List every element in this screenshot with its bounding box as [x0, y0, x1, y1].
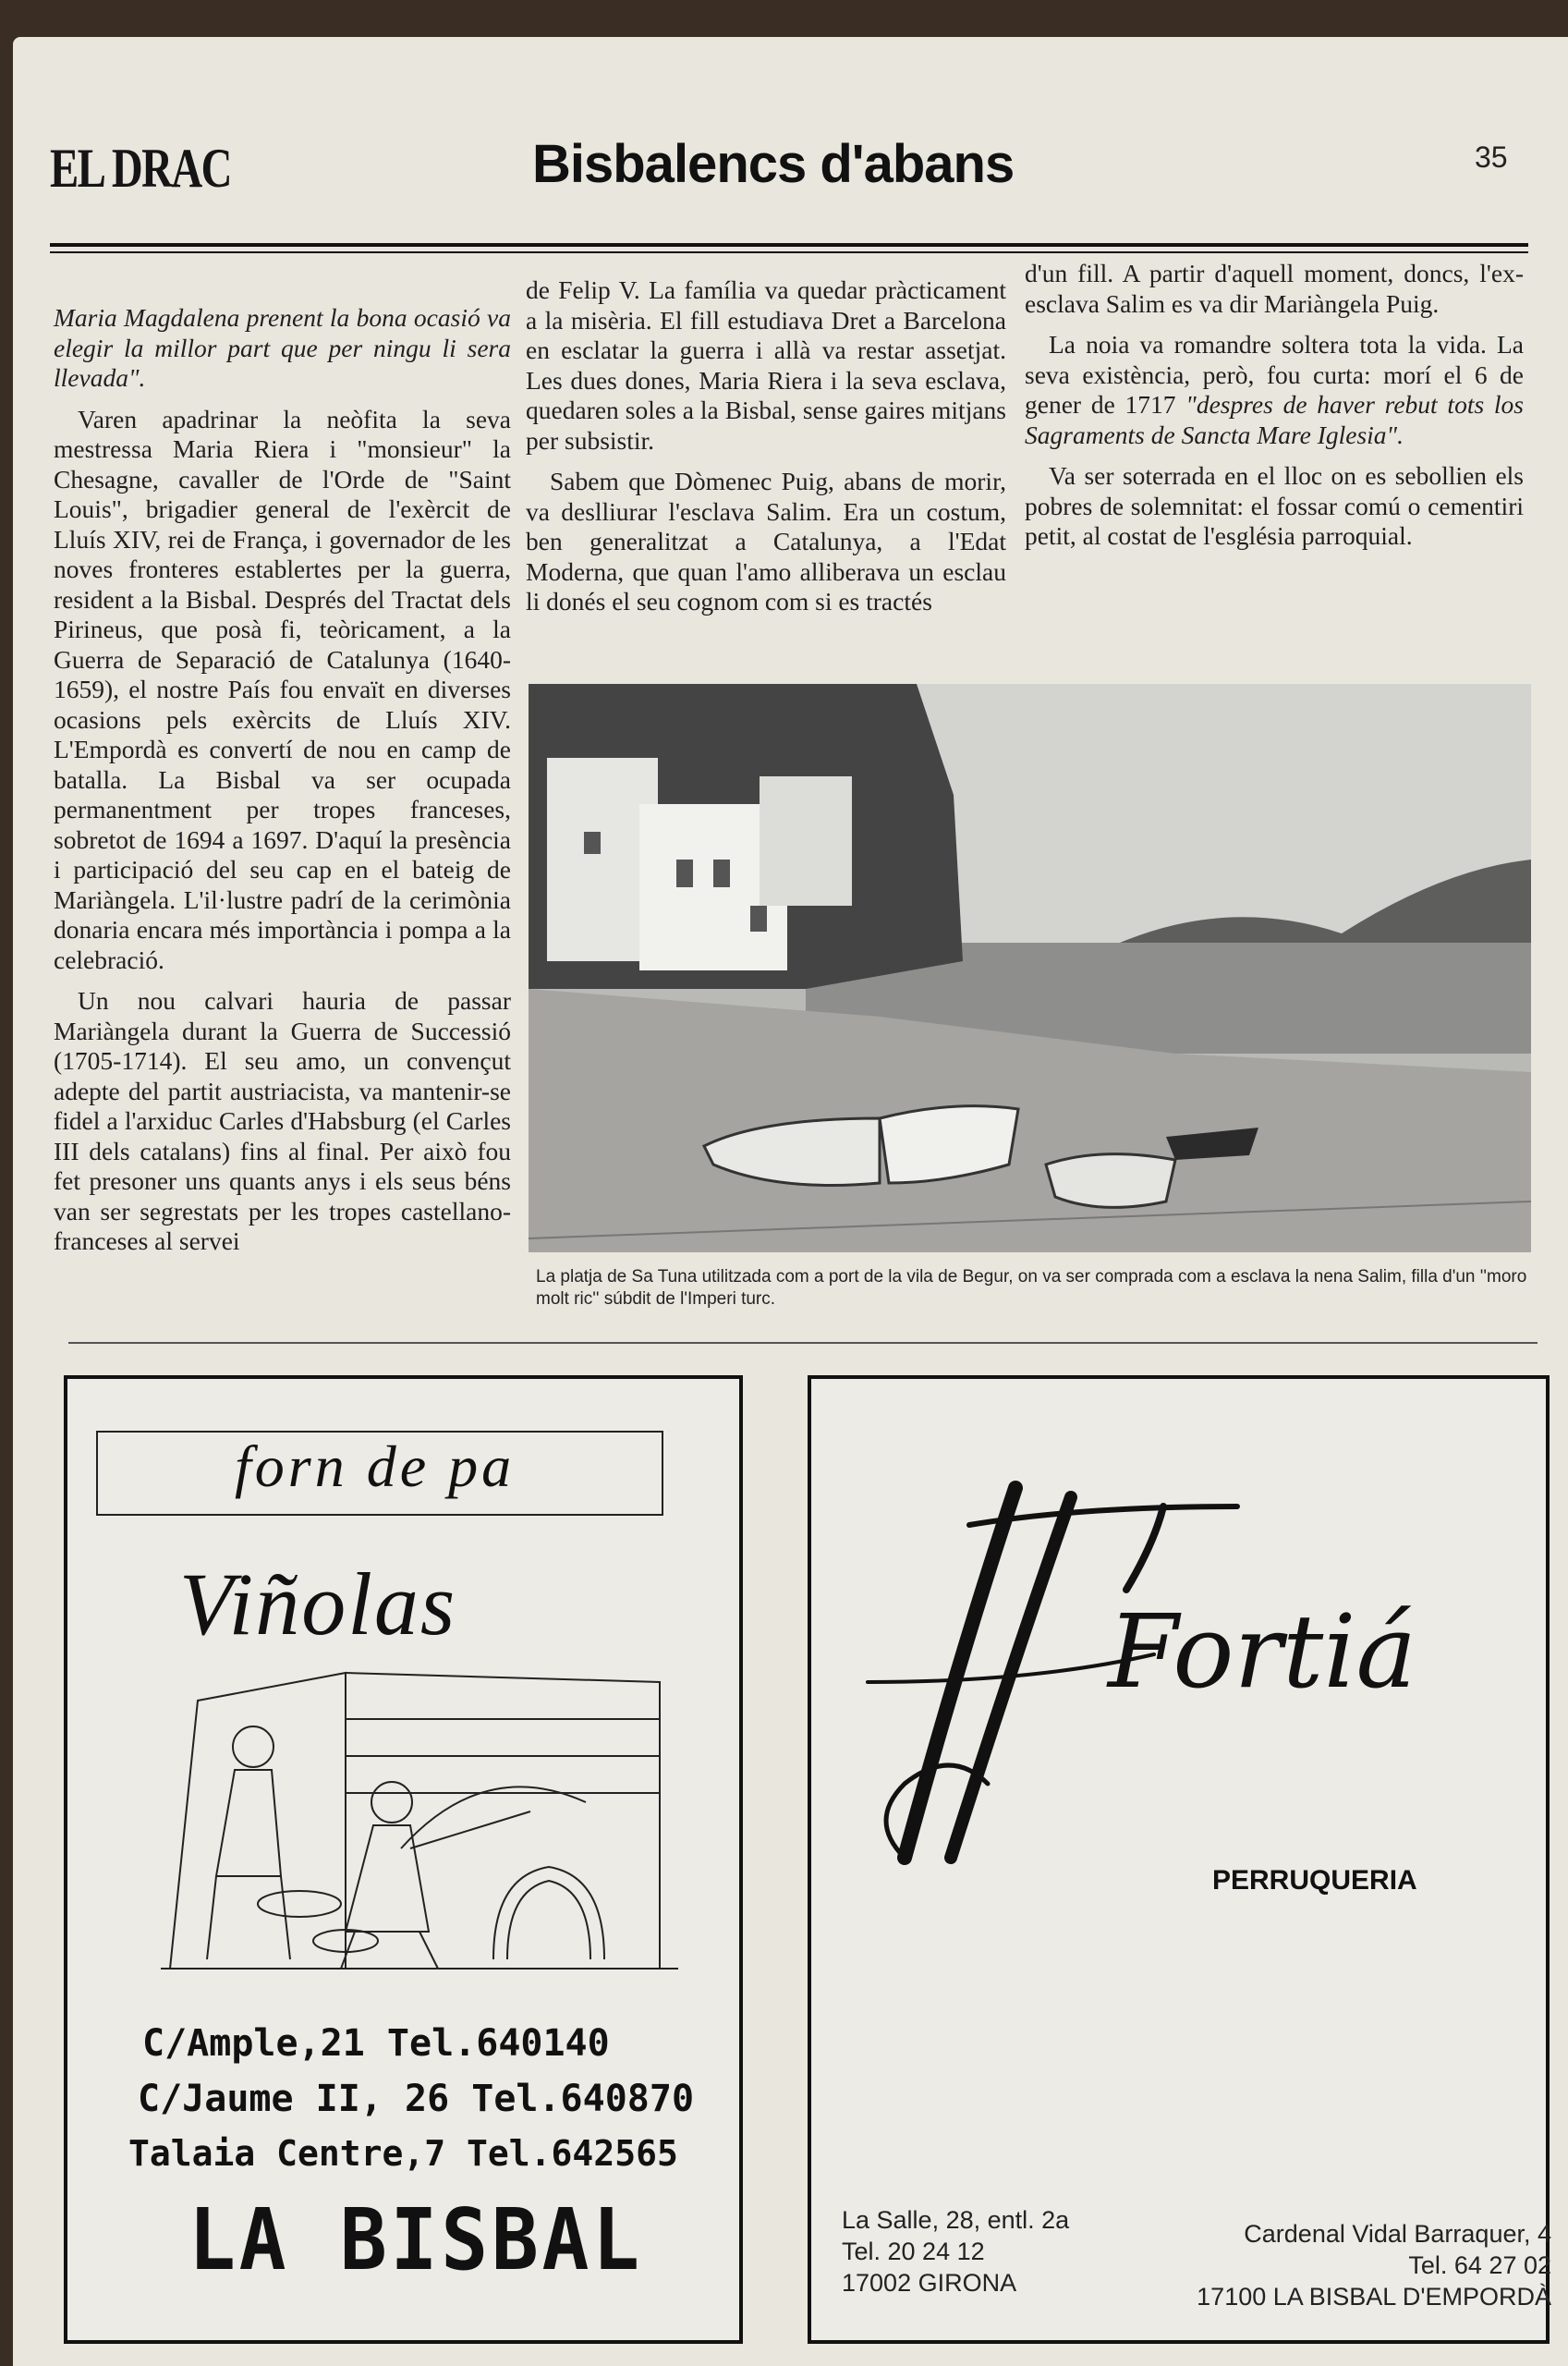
bakery-town: LA BISBAL [188, 2190, 643, 2289]
postal-line: 17100 LA BISBAL D'EMPORDÀ [1197, 2283, 1551, 2311]
paragraph-text: La noia va romandre soltera tota la vida. La seva existència, però, fou curta: morí el 6 de gener de 1717 [1025, 330, 1524, 419]
bakery-name: Viñolas [179, 1555, 457, 1653]
section-divider [68, 1342, 1538, 1344]
article-column-2 [526, 275, 1006, 628]
paragraph: de Felip V. La família va quedar pràcticament a la misèria. El fill estudiava Dret a Barcelona en esclatar la guerra i allà va restar assetjat. Les dues dones, Maria Riera i la seva esclava, quedaren soles a la Bisbal, sense gaires mitjans per subsistir. [526, 275, 1006, 455]
address-line: La Salle, 28, entl. 2a [842, 2206, 1070, 2234]
paragraph: Maria Magdalena prenent la bona ocasió va elegir la millor part que per ningu li sera llevada". [54, 303, 511, 392]
paragraph: Un nou calvari hauria de passar Mariàngela durant la Guerra de Successió (1705-1714). El seu amo, un convençut adepte del partit austriacista, va mantenir-se fidel a l'arxiduc Carles d'Habsburg (el Carles III dels catalans) fins al final. Per això fou fet presoner uns quants anys i els seus béns van ser segrestats per les tropes castellano-franceses al servei [54, 986, 511, 1255]
hairdresser-girona-address [842, 2204, 1069, 2299]
bakery-illustration-drawing [161, 1664, 678, 1978]
hairdresser-bisbal-address [1140, 2218, 1551, 2312]
phone-line: Tel. 20 24 12 [842, 2238, 985, 2265]
bakery-banner-text: forn de pa [235, 1433, 516, 1499]
address-line: Cardenal Vidal Barraquer, 4 [1244, 2220, 1551, 2248]
hairdresser-logo-text: Fortiá [1108, 1592, 1417, 1711]
page-number: 35 [1475, 140, 1508, 174]
paragraph: d'un fill. A partir d'aquell moment, doncs, l'ex-esclava Salim es va dir Mariàngela Puig. [1025, 259, 1524, 318]
hairdresser-subtitle: PERRUQUERIA [1212, 1865, 1417, 1896]
quote-text: "despres de haver rebut tots los Sagraments de Sancta Mare Iglesia". [1025, 390, 1524, 449]
header-rule [50, 243, 1528, 247]
paragraph: Varen apadrinar la neòfita la seva mestressa Maria Riera i "monsieur" la Chesagne, cavaller de l'Orde de "Saint Louis", brigadier general de l'exèrcit de Lluís XIV, rei de França, i governador de les noves fronteres establertes per la guerra, resident a la Bisbal. Després del Tractat dels Pirineus, que posà fi, teòricament, a la Guerra de Separació de Catalunya (1640-1659), el nostre País fou envaït en diverses ocasions pels exèrcits de Lluís XIV. L'Empordà es convertí de nou en camp de batalla. La Bisbal va ser ocupada permanentment per tropes franceses, sobretot de 1694 a 1697. D'aquí la presència i participació del seu cap en el bateig de Mariàngela. L'il·lustre padrí de la cerimònia donaria encara més importància i pompa a la celebració. [54, 404, 511, 974]
bakery-address-2: C/Jaume II, 26 Tel.640870 [138, 2078, 695, 2120]
article-column-3 [1025, 259, 1524, 563]
section-title: Bisbalencs d'abans [532, 134, 1015, 194]
article-column-1 [54, 303, 511, 1268]
beach-photo-drawing [529, 684, 1531, 1252]
bakery-illustration [161, 1664, 678, 1978]
bakery-address-1: C/Ample,21 Tel.640140 [142, 2022, 610, 2065]
paragraph [1025, 330, 1524, 450]
paragraph: Sabem que Dòmenec Puig, abans de morir, va deslliurar l'esclava Salim. Era un costum, ben generalitzat a Catalunya, a l'Edat Moderna, que quan l'amo alliberava un esclau li donés el seu cognom com si es tractés [526, 467, 1006, 616]
masthead: EL DRAC [50, 138, 231, 199]
magazine-page [13, 37, 1568, 2366]
hairdresser-logo-drawing [849, 1470, 1417, 1876]
beach-photo [529, 684, 1531, 1252]
bakery-address-3: Talaia Centre,7 Tel.642565 [128, 2133, 678, 2174]
phone-line: Tel. 64 27 02 [1408, 2251, 1551, 2279]
header-rule-thin [50, 251, 1528, 253]
photo-caption: La platja de Sa Tuna utilitzada com a port de la vila de Begur, on va ser comprada com a esclava la nena Salim, filla d'un ''moro molt ric'' súbdit de l'Imperi turc. [536, 1267, 1527, 1309]
hairdresser-logo [849, 1470, 1417, 1876]
paragraph: Va ser soterrada en el lloc on es sebollien els pobres de solemnitat: el fossar comú o cementiri petit, al costat de l'església parroquial. [1025, 461, 1524, 550]
postal-line: 17002 GIRONA [842, 2269, 1017, 2297]
